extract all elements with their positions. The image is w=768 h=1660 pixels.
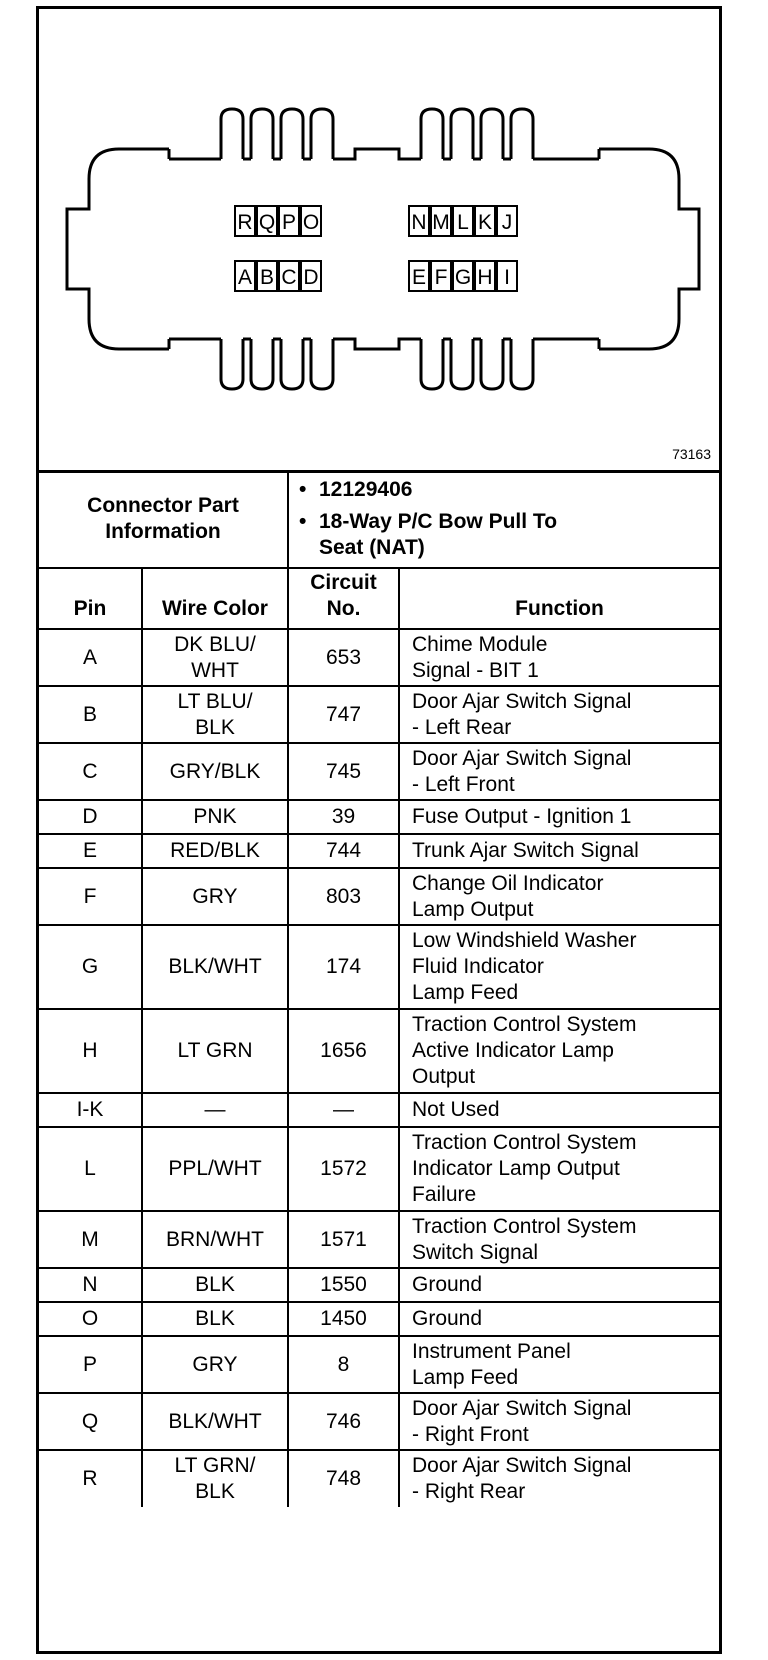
connector-fins-bottom <box>169 339 599 389</box>
cell-function: Instrument Panel Lamp Feed <box>399 1336 719 1393</box>
svg-text:L: L <box>457 211 469 234</box>
cell-circuit: 1572 <box>288 1127 399 1211</box>
svg-text:A: A <box>237 266 253 289</box>
cell-function: Ground <box>399 1302 719 1336</box>
cell-pin: D <box>39 800 142 834</box>
cell-circuit: 653 <box>288 629 399 686</box>
cell-function: Fuse Output - Ignition 1 <box>399 800 719 834</box>
table-row <box>39 1009 719 1093</box>
connector-part-info-row <box>39 470 719 568</box>
header-circuit: Circuit No. <box>288 568 399 629</box>
cell-pin: I-K <box>39 1093 142 1127</box>
cell-pin: P <box>39 1336 142 1393</box>
cell-pin: R <box>39 1450 142 1507</box>
cell-circuit: 8 <box>288 1336 399 1393</box>
cell-circuit: 746 <box>288 1393 399 1450</box>
pin-q <box>257 206 277 236</box>
cell-pin: H <box>39 1009 142 1093</box>
svg-text:R: R <box>237 211 253 234</box>
table-row <box>39 1127 719 1211</box>
cell-function: Door Ajar Switch Signal - Left Rear <box>399 686 719 743</box>
fin-group-top-right <box>421 109 533 159</box>
svg-text:E: E <box>411 266 427 289</box>
table-row <box>39 629 719 686</box>
cell-function: Chime Module Signal - BIT 1 <box>399 629 719 686</box>
cell-wire-color: GRY <box>142 1336 288 1393</box>
cell-wire-color: GRY <box>142 868 288 925</box>
svg-text:Q: Q <box>258 211 276 234</box>
cell-function: Door Ajar Switch Signal - Right Rear <box>399 1450 719 1507</box>
cell-circuit: 747 <box>288 686 399 743</box>
cell-wire-color: BLK/WHT <box>142 1393 288 1450</box>
cell-wire-color: GRY/BLK <box>142 743 288 800</box>
connector-sheet <box>36 6 722 1654</box>
pin-table <box>39 470 719 1507</box>
pin-j <box>497 206 517 236</box>
cell-wire-color: BLK <box>142 1268 288 1302</box>
table-row <box>39 743 719 800</box>
svg-text:M: M <box>432 211 450 234</box>
svg-text:B: B <box>259 266 275 289</box>
table-row <box>39 1336 719 1393</box>
header-function: Function <box>399 568 719 629</box>
cell-circuit: — <box>288 1093 399 1127</box>
cell-pin: A <box>39 629 142 686</box>
cell-wire-color: — <box>142 1093 288 1127</box>
table-row <box>39 1302 719 1336</box>
svg-text:J: J <box>501 211 513 234</box>
cell-wire-color: PNK <box>142 800 288 834</box>
connector-part-info-values: • 12129406 • 18-Way P/C Bow Pull To Seat (NAT) <box>288 470 719 568</box>
cell-circuit: 745 <box>288 743 399 800</box>
pin-f <box>431 261 451 291</box>
cell-pin: E <box>39 834 142 868</box>
pin-r <box>235 206 255 236</box>
cell-function: Door Ajar Switch Signal - Right Front <box>399 1393 719 1450</box>
svg-text:D: D <box>303 266 319 289</box>
fin-group-bottom-left <box>221 339 333 389</box>
cell-pin: B <box>39 686 142 743</box>
table-row <box>39 834 719 868</box>
cell-wire-color: DK BLU/ WHT <box>142 629 288 686</box>
cell-function: Not Used <box>399 1093 719 1127</box>
pin-m <box>431 206 451 236</box>
figure-number: 73163 <box>672 446 711 462</box>
fin-group-bottom-right <box>421 339 533 389</box>
cell-function: Traction Control System Active Indicator Lamp Output <box>399 1009 719 1093</box>
pin-e <box>409 261 429 291</box>
svg-text:F: F <box>434 266 448 289</box>
cell-pin: F <box>39 868 142 925</box>
pin-c <box>279 261 299 291</box>
connector-diagram <box>39 9 719 473</box>
cell-circuit: 1656 <box>288 1009 399 1093</box>
pin-d <box>301 261 321 291</box>
pin-l <box>453 206 473 236</box>
svg-text:K: K <box>477 211 493 234</box>
svg-text:G: G <box>454 266 472 289</box>
pin-k <box>475 206 495 236</box>
svg-text:N: N <box>411 211 427 234</box>
cell-function: Change Oil Indicator Lamp Output <box>399 868 719 925</box>
cell-circuit: 1550 <box>288 1268 399 1302</box>
connector-fins-top <box>169 109 599 159</box>
cell-circuit: 1450 <box>288 1302 399 1336</box>
fin-group-top-left <box>221 109 333 159</box>
cell-pin: L <box>39 1127 142 1211</box>
svg-text:C: C <box>281 266 297 289</box>
cell-wire-color: LT BLU/ BLK <box>142 686 288 743</box>
cell-function: Low Windshield Washer Fluid Indicator Lamp Feed <box>399 925 719 1009</box>
cell-wire-color: LT GRN <box>142 1009 288 1093</box>
table-row <box>39 800 719 834</box>
cell-pin: C <box>39 743 142 800</box>
cell-circuit: 803 <box>288 868 399 925</box>
cell-wire-color: LT GRN/ BLK <box>142 1450 288 1507</box>
cell-wire-color: BLK <box>142 1302 288 1336</box>
svg-text:I: I <box>504 266 510 289</box>
cell-pin: O <box>39 1302 142 1336</box>
table-row <box>39 1268 719 1302</box>
cell-circuit: 1571 <box>288 1211 399 1268</box>
table-row <box>39 1393 719 1450</box>
cell-pin: Q <box>39 1393 142 1450</box>
cell-function: Trunk Ajar Switch Signal <box>399 834 719 868</box>
cell-circuit: 39 <box>288 800 399 834</box>
cell-wire-color: PPL/WHT <box>142 1127 288 1211</box>
pin-a <box>235 261 255 291</box>
cell-circuit: 174 <box>288 925 399 1009</box>
connector-outline <box>67 149 699 349</box>
part-number: • 12129406 <box>319 477 719 503</box>
cell-pin: M <box>39 1211 142 1268</box>
table-row <box>39 1093 719 1127</box>
cell-function: Traction Control System Indicator Lamp Output Failure <box>399 1127 719 1211</box>
svg-text:P: P <box>281 211 297 234</box>
connector-pins <box>235 206 517 291</box>
pin-h <box>475 261 495 291</box>
table-row <box>39 686 719 743</box>
pin-o <box>301 206 321 236</box>
connector-face-drawing <box>39 9 719 473</box>
pin-b <box>257 261 277 291</box>
cell-pin: G <box>39 925 142 1009</box>
table-row <box>39 1211 719 1268</box>
cell-function: Traction Control System Switch Signal <box>399 1211 719 1268</box>
connector-part-info-label: Connector Part Information <box>39 470 288 568</box>
svg-text:O: O <box>302 211 320 234</box>
cell-function: Ground <box>399 1268 719 1302</box>
pin-n <box>409 206 429 236</box>
svg-text:H: H <box>477 266 493 289</box>
cell-circuit: 748 <box>288 1450 399 1507</box>
table-row <box>39 868 719 925</box>
header-pin: Pin <box>39 568 142 629</box>
cell-pin: N <box>39 1268 142 1302</box>
connector-description: • 18-Way P/C Bow Pull To <box>319 509 719 535</box>
cell-circuit: 744 <box>288 834 399 868</box>
cell-wire-color: BLK/WHT <box>142 925 288 1009</box>
cell-wire-color: RED/BLK <box>142 834 288 868</box>
table-header-row <box>39 568 719 629</box>
pin-p <box>279 206 299 236</box>
cell-function: Door Ajar Switch Signal - Left Front <box>399 743 719 800</box>
cell-wire-color: BRN/WHT <box>142 1211 288 1268</box>
pin-i <box>497 261 517 291</box>
pin-g <box>453 261 473 291</box>
table-row <box>39 925 719 1009</box>
table-row <box>39 1450 719 1507</box>
header-wire-color: Wire Color <box>142 568 288 629</box>
